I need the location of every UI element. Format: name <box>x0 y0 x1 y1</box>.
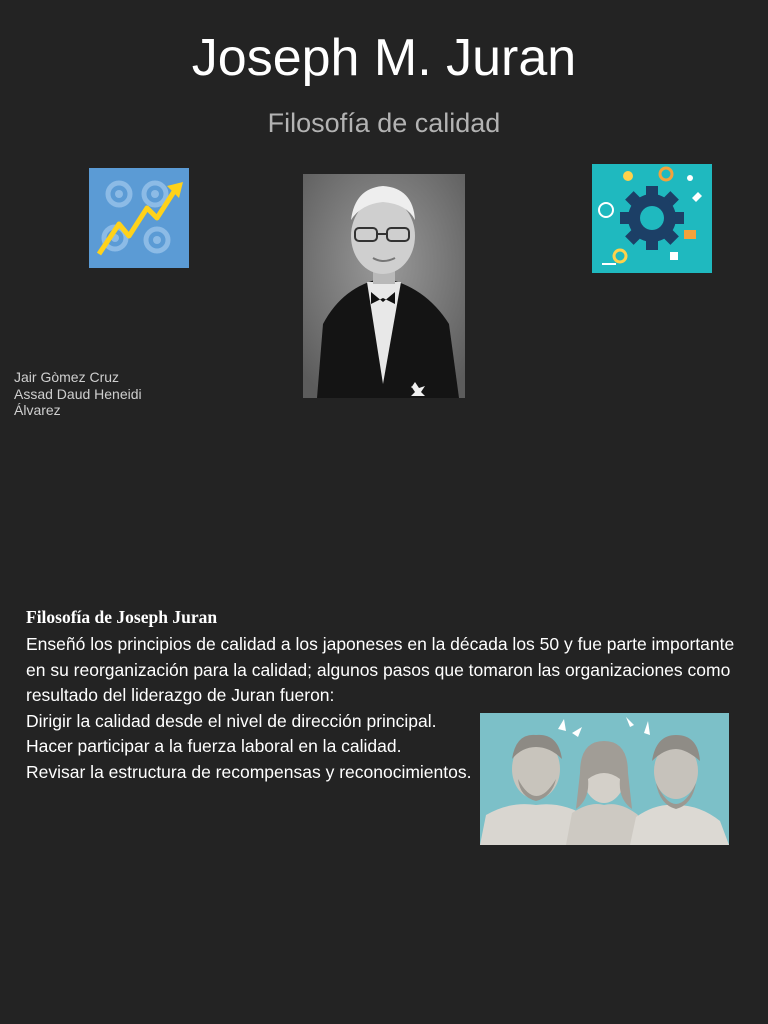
authors-list <box>14 369 174 419</box>
author-name: Álvarez <box>14 402 61 418</box>
growth-chart-gears-icon <box>89 168 189 268</box>
author-name: Jair Gòmez Cruz <box>14 369 120 385</box>
page-subtitle: Filosofía de calidad <box>267 108 501 138</box>
step-item: Dirigir la calidad desde el nivel de dirección principal. <box>26 710 437 731</box>
author-name: Assad Daud Heneidi <box>14 385 142 402</box>
page-title: Joseph M. Juran <box>191 29 577 87</box>
step-item: Revisar la estructura de recompensas y reconocimientos. <box>26 761 472 782</box>
juran-portrait-photo <box>303 174 465 398</box>
step-item: Hacer participar a la fuerza laboral en la calidad. <box>26 736 402 756</box>
intro-paragraph: Enseñó los principios de calidad a los japoneses en la década los 50 y fue parte importante en su reorganización para la calidad; algunos pasos que tomaron las organizaciones como resultado del liderazgo de Juran fueron: <box>26 634 735 705</box>
gear-process-icon <box>592 164 712 273</box>
section-heading: Filosofía de Joseph Juran <box>26 607 218 627</box>
philosopher-statues-image <box>480 713 729 845</box>
